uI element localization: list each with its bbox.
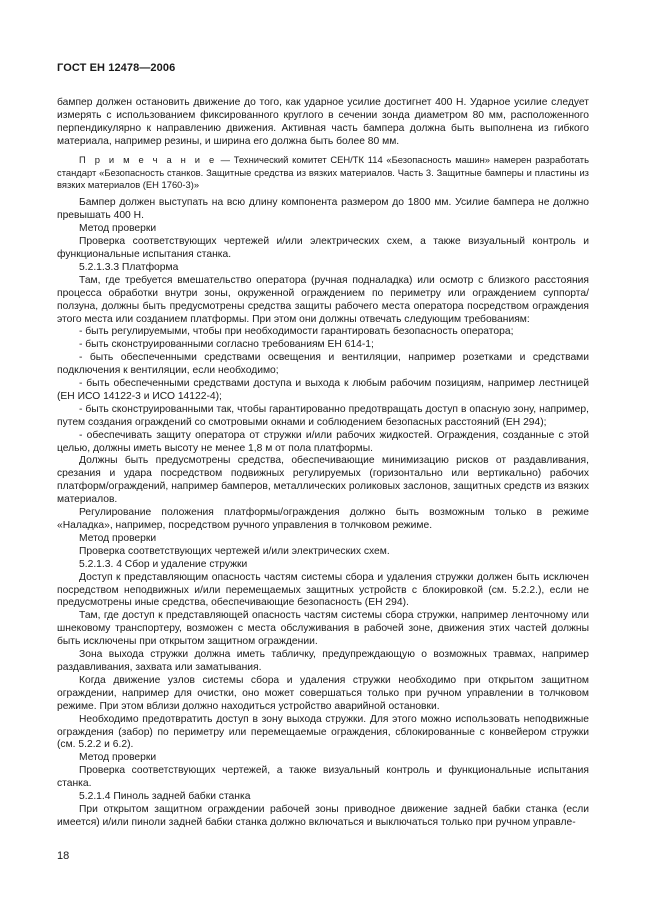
list-item: - быть сконструированными так, чтобы гарантированно предотвращать доступ в опасную зону, например, путем создания ограждений со смотровыми окнами и соблюдением безопасных расстояний (ЕН 294);	[57, 403, 589, 428]
paragraph: Зона выхода стружки должна иметь табличку, предупреждающую о возможных травмах, например раздавливания, захвата или заматывания.	[57, 649, 589, 673]
paragraph: Бампер должен выступать на всю длину компонента размером до 1800 мм. Усилие бампера не должно превышать 400 Н.	[57, 197, 589, 222]
list-item: - быть обеспеченными средствами доступа и выхода к любым рабочим позициям, например лестницей (ЕН ИСО 14122-3 и ИСО 14122-4);	[57, 378, 589, 402]
section-heading: 5.2.1.3.3 Платформа	[79, 261, 179, 273]
paragraph: Необходимо предотвратить доступ в зону выхода стружки. Для этого можно использовать неподвижные ограждения (забор) по периметру или перемещаемые ограждения, сблокированные с конвейером стружки (см. 5.2.2 и 6.2).	[57, 713, 589, 751]
paragraph: Доступ к представляющим опасность частям системы сбора и удаления стружки должен быть исключен посредством неподвижных и/или перемещаемых защитных устройств с блокировкой (см. 5.2.2.), если не предусмотрены иные средства, обеспечивающие безопасность (ЕН 294).	[57, 571, 589, 609]
paragraph: Там, где доступ к представляющей опасность частям системы сбора стружки, например ленточному или шнековому транспортеру, возможен с места обслуживания в рабочей зоне, движения этих частей должны быть исключены при открытом защитном ограждении.	[57, 610, 589, 648]
method-heading: Метод проверки	[79, 223, 157, 235]
list-item: - обеспечивать защиту оператора от стружки и/или рабочих жидкостей. Ограждения, созданные с этой целью, должны иметь высоту не менее 1,8 м от пола платформы.	[57, 429, 589, 454]
document-body	[57, 97, 589, 830]
paragraph: Когда движение узлов системы сбора и удаления стружки необходимо при открытом защитном ограждении, например для очистки, оно может совершаться только при ручном управлении в толчковом режиме. При этом вблизи должно находиться устройство аварийной остановки.	[57, 674, 589, 712]
section-heading: 5.2.1.4 Пиноль задней бабки станка	[79, 791, 251, 803]
paragraph: бампер должен остановить движение до того, как ударное усилие достигнет 400 Н. Ударное усилие следует измерять с использованием фиксированного круглого в сечении зонда диаметром 80 мм, расположенного перпендикулярно к направлению движения. Активная часть бампера должна быть выполнена из гибкого материала, например резины, и ширина его должна быть более 80 мм.	[57, 97, 589, 147]
paragraph: Должны быть предусмотрены средства, обеспечивающие минимизацию рисков от раздавливания, срезания и удара посредством подвижных регулируемых (горизонтально или вертикально) рабочих платформ/ограждений, например бамперов, металлических роликовых заслонов, защитных средств из вязких материалов.	[57, 455, 589, 506]
list-item: - быть регулируемыми, чтобы при необходимости гарантировать безопасность оператора;	[79, 326, 514, 338]
list-item: - быть обеспеченными средствами освещения и вентиляции, например розетками и средствами подключения к вентиляции, если необходимо;	[57, 352, 589, 377]
section-heading: 5.2.1.3. 4 Сбор и удаление стружки	[79, 558, 248, 570]
paragraph: Проверка соответствующих чертежей и/или электрических схем, а также визуальный контроль и функциональные испытания станка.	[57, 236, 589, 260]
page-number: 18	[57, 850, 70, 862]
paragraph: Там, где требуется вмешательство оператора (ручная подналадка) или осмотр с близкого расстояния процесса обработки внутри зоны, окруженной ограждением по периметру или ограждением суппорта/ползуна, должны быть предусмотрены средства защиты рабочего места оператора посредством ограждения этого места или созданием платформы. При этом они должны отвечать следующим требованиям:	[57, 274, 589, 325]
paragraph: Регулирование положения платформы/ограждения должно быть возможным только в режиме «Наладка», например, посредством ручного управления в толчковом режиме.	[57, 507, 589, 531]
note-text: — Технический комитет СЕН/ТК 114 «Безопасность машин» намерен разработать стандарт «Безопасность станков. Защитные средства из вязких материалов. Часть 3. Защитные бамперы и пластины из вязких материалов (ЕН 1760-3)»	[57, 153, 589, 191]
method-heading: Метод проверки	[79, 532, 157, 544]
method-heading: Метод проверки	[79, 752, 157, 764]
list-item: - быть сконструированными согласно требованиям ЕН 614-1;	[79, 339, 374, 351]
paragraph: Проверка соответствующих чертежей и/или электрических схем.	[79, 545, 390, 557]
paragraph: При открытом защитном ограждении рабочей зоны приводное движение задней бабки станка (если имеется) и/или пиноли задней бабки станка должно включаться и выключаться только при ручном управле-	[57, 803, 589, 828]
note-label: П р и м е ч а н и е	[79, 153, 217, 165]
note	[57, 154, 589, 193]
paragraph: Проверка соответствующих чертежей, а также визуальный контроль и функциональные испытания станка.	[57, 765, 589, 790]
document-code: ГОСТ ЕН 12478—2006	[57, 62, 176, 74]
